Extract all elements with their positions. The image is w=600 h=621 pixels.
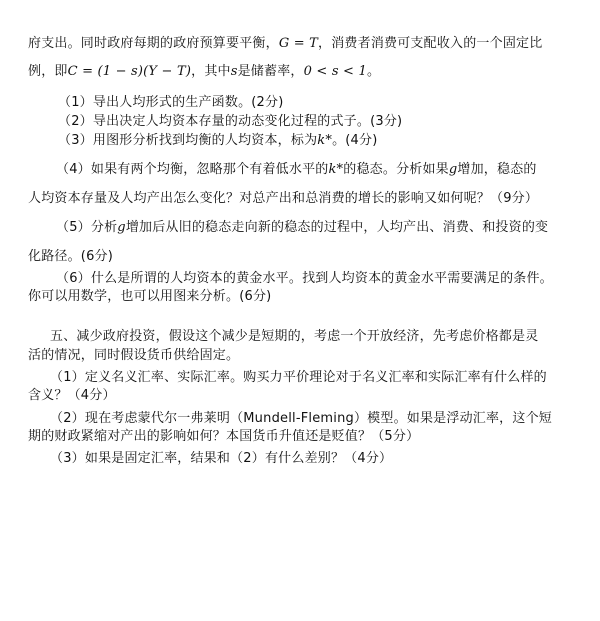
question-5-line-1 xyxy=(56,219,600,237)
question-text: （4）如果有两个均衡，忽略那个有着低水平的 xyxy=(56,162,329,177)
question-4-line-2: 人均资本存量及人均产出怎么变化？对总产出和总消费的增长的影响又如何呢？（9分） xyxy=(28,191,539,206)
question-text: 增加，稳态的 xyxy=(457,162,537,177)
intro-text: 例，即 xyxy=(28,64,68,79)
question-6-line-1: （6）什么是所谓的人均资本的黄金水平。找到人均资本的黄金水平需要满足的条件。 xyxy=(56,271,553,286)
saving-rate-range: 0 < s < 1 xyxy=(303,64,367,79)
section-5-line-2: 活的情况，同时假设货币供给固定。 xyxy=(28,348,240,363)
intro-text: 。 xyxy=(366,64,381,79)
question-4-line-1 xyxy=(56,161,600,179)
intro-line-2 xyxy=(28,63,600,81)
question-1: （1）导出人均形式的生产函数。(2分) xyxy=(58,95,284,110)
intro-line-1 xyxy=(28,35,600,53)
g-variable: g xyxy=(117,220,126,235)
question-text: 的稳态。分析如果 xyxy=(343,162,449,177)
question-text: （3）用图形分析找到均衡的人均资本，标为 xyxy=(58,133,318,148)
question-text: 。(4分) xyxy=(332,133,378,148)
section-5-question-3: （3）如果是固定汇率，结果和（2）有什么差别？（4分） xyxy=(50,451,393,466)
intro-text: 府支出。同时政府每期的政府预算要平衡， xyxy=(28,36,279,51)
intro-text: ，其中 xyxy=(191,64,231,79)
section-5-line-1: 五、减少政府投资，假设这个减少是短期的，考虑一个开放经济，先考虑价格都是灵 xyxy=(50,329,539,344)
k-star-variable: k* xyxy=(317,133,333,148)
section-5-question-1-line-2: 含义？（4分） xyxy=(28,388,116,403)
intro-text: ，消费者消费可支配收入的一个固定比 xyxy=(318,36,543,51)
section-5-question-2-line-2: 期的财政紧缩对产出的影响如何？本国货币升值还是贬值？（5分） xyxy=(28,429,420,444)
question-3 xyxy=(58,132,600,150)
saving-rate-variable: s xyxy=(230,64,238,79)
section-5-question-2-line-1: （2）现在考虑蒙代尔一弗莱明（Mundell-Fleming）模型。如果是浮动汇率，这个短 xyxy=(50,411,552,426)
g-variable: g xyxy=(448,162,458,177)
section-5-question-1-line-1: （1）定义名义汇率、实际汇率。购买力平价理论对于名义汇率和实际汇率有什么样的 xyxy=(50,370,547,385)
question-2: （2）导出决定人均资本存量的动态变化过程的式子。(3分) xyxy=(58,114,403,129)
question-text: （5）分析 xyxy=(56,220,118,235)
k-star-variable: k* xyxy=(328,162,344,177)
budget-equation: G = T xyxy=(278,36,319,51)
question-6-line-2: 你可以用数学，也可以用图来分析。(6分) xyxy=(28,289,272,304)
question-text: 增加后从旧的稳态走向新的稳态的过程中，人均产出、消费、和投资的变 xyxy=(125,220,549,235)
question-5-line-2: 化路径。(6分) xyxy=(28,249,114,264)
intro-text: 是储蓄率， xyxy=(237,64,304,79)
consumption-equation: C = (1 − s)(Y − T) xyxy=(67,64,192,79)
